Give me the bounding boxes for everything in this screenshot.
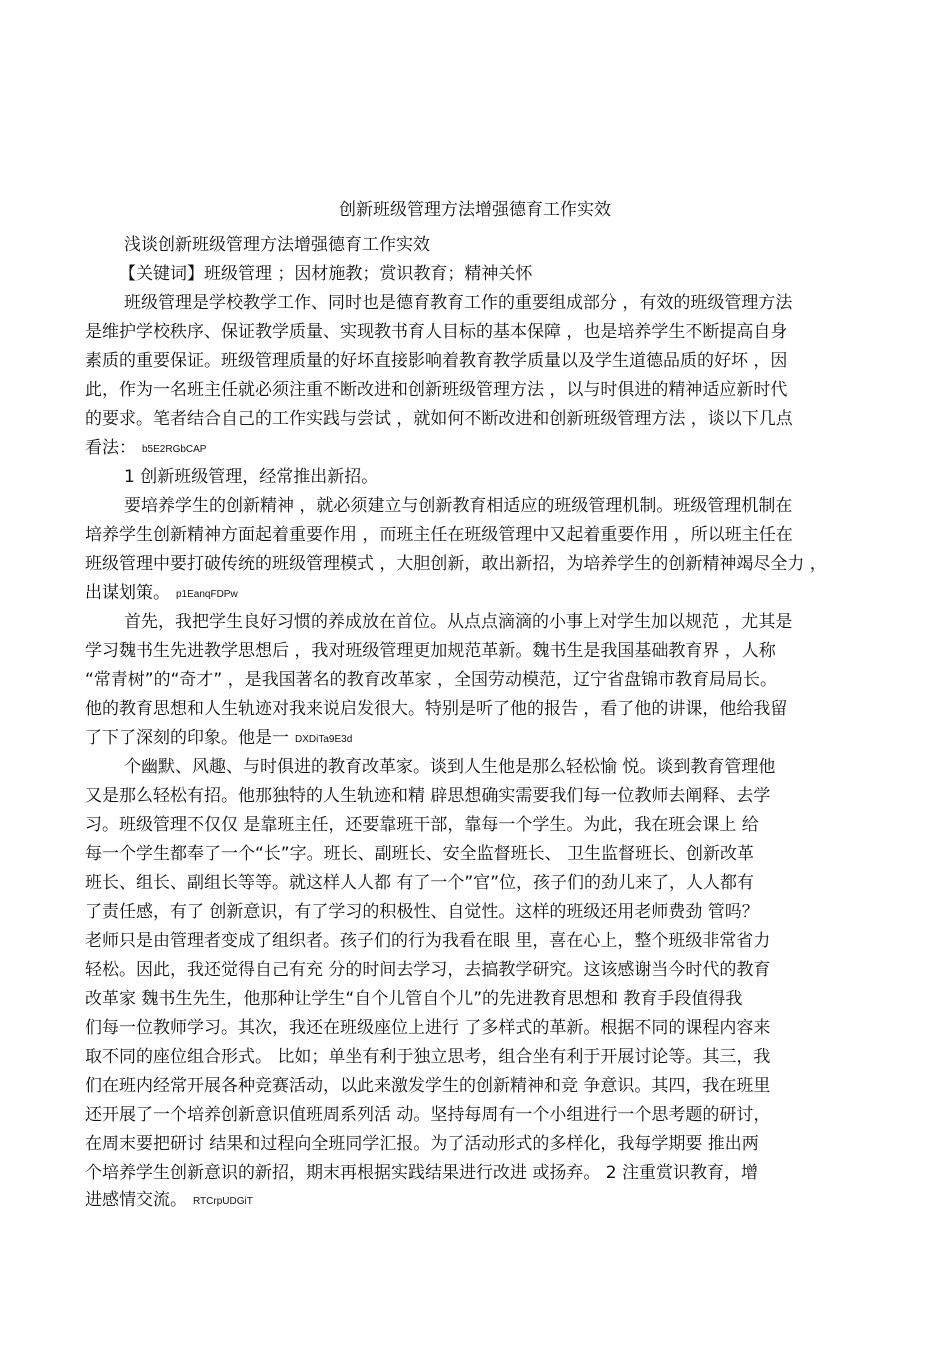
text-line xyxy=(119,262,532,286)
line-text: 在周末要把研讨 结果和过程向全班同学汇报。为了活动形式的多样化，我每学期要 推出两 xyxy=(85,1134,759,1154)
line-text: 习。班级管理不仅仅 是靠班主任，还要靠班干部，靠每一个学生。为此，我在班会课上 给 xyxy=(85,815,759,835)
text-line xyxy=(85,581,238,608)
text-line xyxy=(85,378,787,402)
text-line xyxy=(85,697,787,721)
text-line xyxy=(124,291,792,315)
text-line xyxy=(85,552,827,576)
text-line xyxy=(85,668,777,692)
text-line xyxy=(85,813,759,837)
text-line xyxy=(124,755,775,779)
text-line xyxy=(85,1074,770,1098)
line-text: 进感情交流。 xyxy=(85,1190,187,1210)
text-line xyxy=(85,958,770,982)
line-text: 学习魏书生先进教学思想后 ，我对班级管理更加规范革新。魏书生是我国基础教育界 ，人称 xyxy=(85,641,776,661)
line-text: 班级管理中要打破传统的班级管理模式 ，大胆创新，敢出新招，为培养学生的创新精神竭尽全力 ， xyxy=(85,554,827,574)
text-line xyxy=(85,1161,758,1185)
text-line xyxy=(85,929,770,953)
line-text: 他的教育思想和人生轨迹对我来说启发很大。特别是听了他的报告 ，看了他的讲课，他给我留 xyxy=(85,699,788,719)
text-line xyxy=(85,639,776,663)
text-line xyxy=(85,871,754,895)
line-text: “常青树”的“奇才” ，是我国著名的教育改革家 ，全国劳动模范，辽宁省盘锦市教育局局长。 xyxy=(85,670,778,690)
text-line xyxy=(85,349,787,373)
line-text: 们在班内经常开展各种竞赛活动，以此来激发学生的创新精神和竞 争意识。其四，我在班里 xyxy=(85,1076,771,1096)
line-text: 出谋划策。 xyxy=(85,583,170,603)
text-line xyxy=(124,233,430,257)
text-line xyxy=(85,436,206,463)
text-line xyxy=(85,1103,770,1127)
line-text: 看法： xyxy=(85,438,136,458)
text-line xyxy=(124,494,792,518)
line-text: 1 创新班级管理，经常推出新招。 xyxy=(124,467,379,487)
line-text: 【关键词】班级管理 ；因材施教；赏识教育；精神关怀 xyxy=(119,264,533,284)
line-text: 班长、组长、副组长等等。就这样人人都 有了一个”官”位，孩子们的劲儿来了，人人都有 xyxy=(85,873,755,893)
text-line xyxy=(85,726,352,753)
line-text: 还开展了一个培养创新意识值班周系列活 动。坚持每周有一个小组进行一个思考题的研讨， xyxy=(85,1105,771,1125)
text-line xyxy=(85,987,742,1011)
text-line xyxy=(85,320,787,344)
text-line xyxy=(85,1016,770,1040)
line-text: 们每一位教师学习。其次，我还在班级座位上进行 了多样式的革新。根据不同的课程内容来 xyxy=(85,1018,771,1038)
text-line xyxy=(85,900,759,924)
text-line xyxy=(124,465,378,489)
line-text: 素质的重要保证。班级管理质量的好坏直接影响着教育教学质量以及学生道德品质的好坏 ，因 xyxy=(85,351,788,371)
document-title: 创新班级管理方法增强德育工作实效 xyxy=(339,200,611,220)
text-line xyxy=(85,1132,759,1156)
line-text: 轻松。因此，我还觉得自己有充 分的时间去学习，去搞教学研究。这该感谢当今时代的教育 xyxy=(85,960,771,980)
line-text: 改革家 魏书生先生，他那种让学生“自个儿管自个儿”的先进教育思想和 教育手段值得我 xyxy=(85,989,743,1009)
line-text: 要培养学生的创新精神 ，就必须建立与创新教育相适应的班级管理机制。班级管理机制在 xyxy=(124,496,793,516)
line-text: 培养学生创新精神方面起着重要作用 ，而班主任在班级管理中又起着重要作用 ，所以班主任在 xyxy=(85,525,793,545)
line-text: 每一个学生都奉了一个“长”字。班长、副班长、安全监督班长、 卫生监督班长、创新改革 xyxy=(85,844,755,864)
text-line xyxy=(85,407,793,431)
line-text: 取不同的座位组合形式。 比如；单坐有利于独立思考，组合坐有利于开展讨论等。其三，我 xyxy=(85,1047,771,1067)
line-text: 个培养学生创新意识的新招，期末再根据实践结果进行改进 或扬弃。 2 注重赏识教育，增 xyxy=(85,1163,759,1183)
line-text: 的要求。笔者结合自己的工作实践与尝试 ，就如何不断改进和创新班级管理方法 ，谈以下几点 xyxy=(85,409,793,429)
line-text: 首先，我把学生良好习惯的养成放在首位。从点点滴滴的小事上对学生加以规范 ，尤其是 xyxy=(124,612,793,632)
line-text: 是维护学校秩序、保证教学质量、实现教书育人目标的基本保障 ，也是培养学生不断提高自身 xyxy=(85,322,788,342)
line-text: 个幽默、风趣、与时俱进的教育改革家。谈到人生他是那么轻松愉 悦。谈到教育管理他 xyxy=(124,757,776,777)
text-line xyxy=(85,842,754,866)
text-line xyxy=(85,784,770,808)
text-line xyxy=(85,1188,253,1215)
watermark-code: b5E2RGbCAP xyxy=(142,444,207,455)
line-text: 浅谈创新班级管理方法增强德育工作实效 xyxy=(124,235,430,255)
text-line xyxy=(85,523,793,547)
line-text: 了责任感，有了 创新意识，有了学习的积极性、自觉性。这样的班级还用老师费劲 管吗？ xyxy=(85,902,759,922)
text-line xyxy=(124,610,792,634)
line-text: 此，作为一名班主任就必须注重不断改进和创新班级管理方法 ，以与时俱进的精神适应新时代 xyxy=(85,380,788,400)
watermark-code: p1EanqFDPw xyxy=(176,589,238,600)
line-text: 又是那么轻松有招。他那独特的人生轨迹和精 辟思想确实需要我们每一位教师去阐释、去学 xyxy=(85,786,771,806)
watermark-code: RTCrpUDGiT xyxy=(193,1196,253,1207)
line-text: 老师只是由管理者变成了组织者。孩子们的行为我看在眼 里，喜在心上，整个班级非常省力 xyxy=(85,931,771,951)
watermark-code: DXDiTa9E3d xyxy=(295,734,353,745)
line-text: 班级管理是学校教学工作、同时也是德育教育工作的重要组成部分 ，有效的班级管理方法 xyxy=(124,293,793,313)
line-text: 了下了深刻的印象。他是一 xyxy=(85,728,289,748)
text-line xyxy=(85,1045,770,1069)
